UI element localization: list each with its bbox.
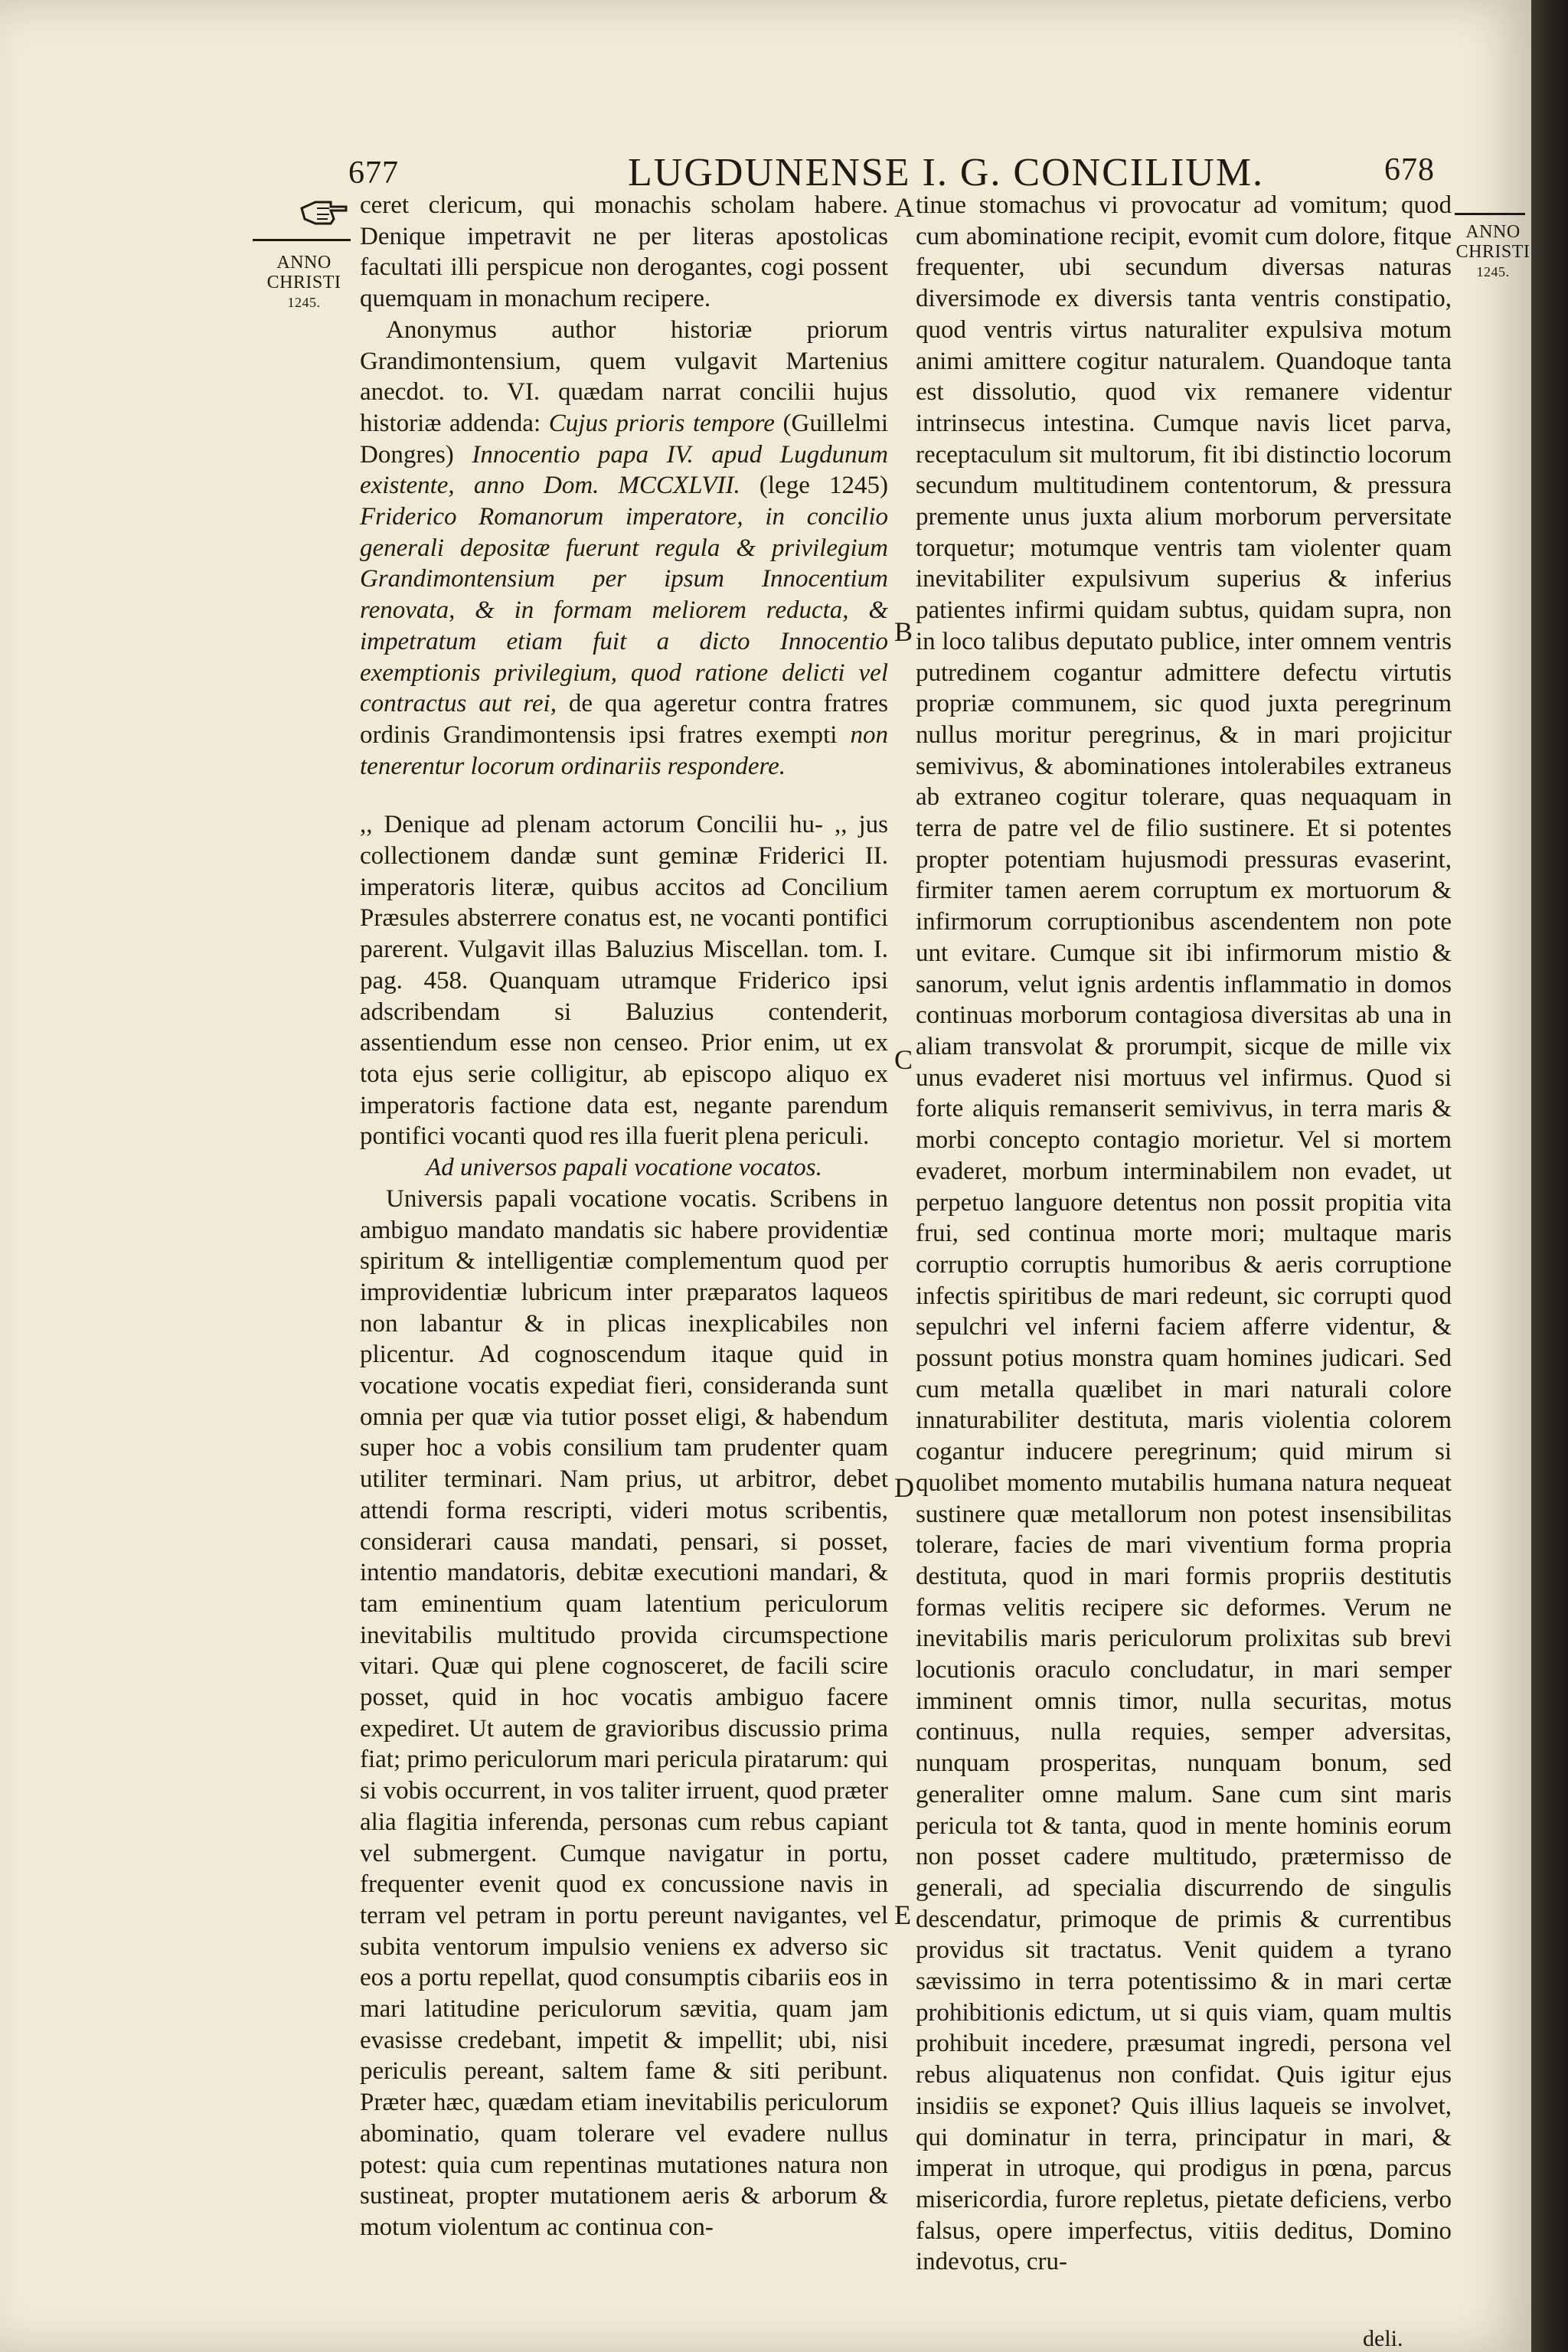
pointing-hand-icon [300, 198, 349, 228]
page-number-right: 678 [1384, 152, 1435, 188]
running-head: LUGDUNENSE I. G. CONCILIUM. [628, 151, 1265, 194]
section-letter-e: E [894, 1900, 911, 1930]
margin-rule-right [1455, 213, 1525, 215]
right-column [916, 190, 1452, 2278]
book-edge [1531, 0, 1568, 2352]
section-letter-c: C [894, 1044, 913, 1075]
section-letter-b: B [894, 616, 913, 647]
margin-right-christi: CHRISTI [1455, 242, 1530, 262]
margin-left-anno: ANNO [276, 253, 332, 273]
margin-left-year: 1245. [287, 295, 321, 310]
anonymus-text-start: Anonymus author historiæ priorum Grandimontensium, quem vulgavit Martenius anecdot. to. VI. quædam narrat concilii hujus historiæ addenda: [360, 315, 888, 437]
quote-italic-2: Innocentio papa IV. apud Lugdunum existente, anno Dom. MCCXLVII. [360, 440, 888, 500]
margin-right-anno: ANNO [1465, 222, 1521, 242]
section-letter-d: D [894, 1472, 914, 1503]
catchword: deli. [1363, 2326, 1403, 2351]
margin-note-left [262, 253, 346, 312]
left-paragraph-2 [360, 315, 888, 782]
left-paragraph-3: ,, Denique ad plenam actorum Concilii hu- ,, jus collectionem dandæ sunt geminæ Friderici II. imperatoris literæ, quibus accitos ad Concilium Præsules absterrere conatus est, ne vocanti pontifici parerent. Vulgavit illas Baluzius Miscellan. tom. I. pag. 458. Quanquam utramque Friderico ipsi adscribendam si Baluzius contenderit, assentiendum esse non censeo. Prior enim, ut ex tota ejus serie colligitur, ab episcopo aliquo ex imperatoris factione data est, negante parendum pontifici vocanti quod res illa fuerit plena periculi. [360, 811, 888, 1151]
left-paragraph-1: ceret clericum, qui monachis scholam habere. Denique impetravit ne per literas apostolicas facultati illi perspicue non derogantes, cogi possent quemquam in monachum recipere. [360, 191, 888, 313]
section-letter-a: A [894, 192, 914, 223]
right-paragraph-1: tinue stomachus vi provocatur ad vomitum; quod cum abominatione recipit, evomit cum dolore, fitque frequenter, ubi secundum diversas naturas diversimode ex diversis tanta ventris constipatio, quod ventris virtus naturaliter expulsiva motum animi amittere cogitur naturalem. Quandoque tanta est dissolutio, quod vix remanere videntur intrinsecus intestina. Cumque navis licet parva, receptaculum sit multorum, fit ibi distinctio locorum secundum multitudinem contentorum, & pressura premente unus juxta alium morborum perversitate torquetur; motumque ventris tam violenter quam inevitabiliter expulsivum superius & inferius patientes infirmi quidam subtus, quidam supra, non in loco talibus deputato publice, inter omnem ventris putredinem cogantur admittere defectu virtutis propriæ communem, sic quod juxta peregrinum nullus moritur peregrinus, & in mari projicitur semivivus, & abominationes intolerabiles extraneus ab extraneo cogitur tolerare, quas nequaquam in terra de patre vel de filio sustinere. Et si potentes propter potentiam hujusmodi pressuras evaserint, firmiter tamen aerem corruptum ex mortuorum & infirmorum corruptionibus ascendentem non pote unt evitare. Cumque sit ibi infirmorum mistio & sanorum, velut ignis ardentis inflammatio in domos continuas morborum contagiosa diversitas ab una in aliam transvolat & prorumpit, sicque de mille vix unus evaderet nisi mortuus vel infirmus. Quod si forte aliquis remanserit semivivus, in terra maris & morbi concepto contagio morietur. Vel si mortem evaderet, morbum interminabilem non evadet, ut perpetuo languore detentus non possit propitia vita frui, sed continua morte mori; multaque maris corruptio corruptis humoribus & aeris corruptione infectis spiritibus de mari redeunt, sic corrupti quod sepulchri vel inferni faciem afferre videntur, & possunt potius monstra quam homines judicari. Sed cum metalla quælibet in mari naturali colore innaturabiliter destituta, maris violentia colorem cogantur inducere peregrinum; quid mirum si quolibet momento mutabilis humana natura nequeat sustinere quæ metallorum non potest insensibilitas tolerare, facies de mari viventium forma propria destituta, quod in mari formis propriis destitutis formas velitis recipere sic deformes. Verum ne inevitabilis maris periculorum prolixitas sub brevi locutionis oraculo concludatur, in mari semper imminent omnis timor, nulla securitas, motus continuus, nulla requies, semper adversitas, nunquam prosperitas, nunquam bonum, sed generaliter omne malum. Sane cum sint maris pericula tot & tanta, quod in mente hominis eorum non posset cadere multitudo, prætermisso de generali, ad specialia discurrendo de singulis descendatur, primoque de primis & currentibus providus sit tractatus. Venit quidem a tyrano sævissimo in terra potentissimo & in mari certæ prohibitionis edictum, ut si quis viam, quam multis prohibuit incedere, præsumat ingredi, persona vel rebus aliquatenus non confidat. Quis igitur ejus insidiis se exponet? Quis illius laqueis se involvet, qui dominatur in terra, principatur in mari, & imperat in utroque, qui prodigus in pœna, parcus misericordia, furore repletus, pietate deficiens, verbo falsus, opere imperfectus, vitiis deditus, Domino indevotus, cru- [916, 191, 1452, 2276]
left-paragraph-4: Universis papali vocatione vocatis. Scribens in ambiguo mandato mandatis sic habere providentiæ spiritum & intelligentiæ complementum quod per improvidentiæ lubricum inter præparatos laqueos non labantur & in plicas inexplicabiles non plicentur. Ad cognoscendum itaque quid in vocatione vocatis expediat fieri, consideranda sunt omnia per quæ via tutior posset eligi, & habendum super hoc a vobis consilium tam prudenter quam utiliter terminari. Nam prius, ut arbitror, debet attendi forma rescripti, videri motus scribentis, considerari causa mandati, pensari, si posset, intentio mandatoris, debitæ executioni mandari, & tam eminentium quam latentium periculorum inevitabilis multitudo provida circumspectione vitari. Quæ qui plene cognosceret, de facili scire posset, quid in hoc vocatis ambiguo facere expediret. Ut autem de gravioribus discussio prima fiat; primo periculorum mari pericula piratarum: qui si vobis occurrent, in vos taliter irruent, quod præter alia flagitia inferenda, personas cum rebus capiant vel submergent. Cumque navigatur in portu, frequenter evenit quod ex concussione navis in terram vel petram in portu pereunt navigantes, vel subita ventorum impulsio veniens ex adverso sic eos a portu repellat, quod consumptis cibariis eos in mari latitudine periculorum sævitia, quam jam evasisse credebant, impetit & impellit; ubi, nisi periculis pereant, saltem fame & siti peribunt. Præter hæc, quædam etiam inevitabilis periculorum abominatio, quam tolerare vel evadere nullus potest: quia cum repentinas mutationes natura non sustineat, propter mutationem aeris & arborum & motum violentum ac continua con- [360, 1184, 888, 2241]
left-column [360, 190, 888, 2243]
quote-italic-4: non tenerentur locorum ordinariis respondere. [360, 720, 888, 780]
quote-italic-3: Friderico Romanorum imperatore, in concilio generali depositæ fuerunt regula & privilegium Grandimontensium per ipsum Innocentium renovata, & in formam meliorem reducta, & impetratum etiam fuit a dicto Innocentio exemptionis privilegium, quod ratione delicti vel contractus aut rei, [360, 503, 888, 718]
margin-rule-left [253, 239, 351, 241]
quote-aside-1: (Guillelmi Dongres) [360, 409, 889, 469]
margin-note-right [1455, 222, 1531, 282]
quote-aside-2: (lege 1245) [759, 472, 888, 500]
quote-italic-1: Cujus prioris tempore [548, 409, 775, 437]
margin-right-year: 1245. [1476, 264, 1510, 279]
margin-left-christi: CHRISTI [266, 273, 341, 292]
letter-heading: Ad universos papali vocatione vocatos. [426, 1154, 822, 1182]
quote-aside-3: de qua ageretur contra fratres ordinis Grandimontensis ipsi fratres exempti [360, 690, 889, 749]
page-number-left: 677 [348, 155, 399, 191]
